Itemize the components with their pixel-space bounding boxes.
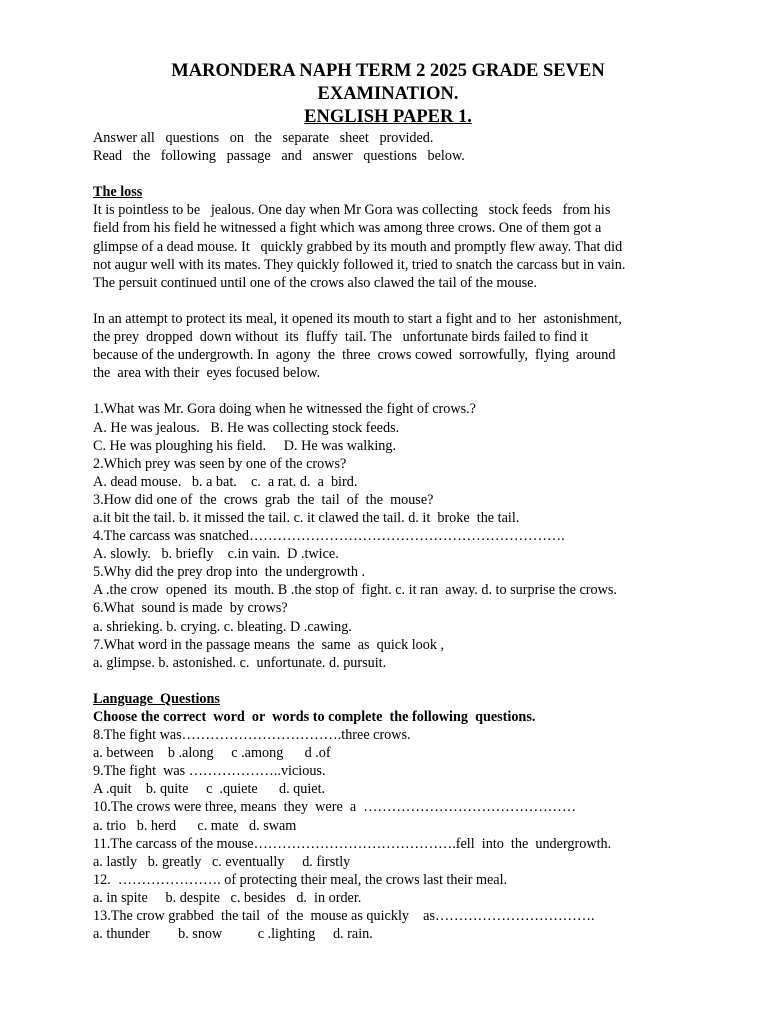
question-line: 6.What sound is made by crows?	[93, 600, 288, 617]
passage-paragraph-2	[93, 310, 683, 382]
passage-line: not augur well with its mates. They quickly followed it, tried to snatch the carcass but in vain.	[93, 256, 626, 273]
question-line: 2.Which prey was seen by one of the crows?	[93, 455, 347, 472]
question-line: 7.What word in the passage means the same as quick look ,	[93, 636, 445, 653]
comprehension-questions	[93, 400, 683, 671]
question-line: 1.What was Mr. Gora doing when he witnessed the fight of crows.?	[93, 401, 476, 418]
question-line: 11.The carcass of the mouse…………………………………….fell into the undergrowth.	[93, 835, 612, 852]
question-line: a. lastly b. greatly c. eventually d. firstly	[93, 853, 351, 870]
question-line: a. between b .along c .among d .of	[93, 745, 331, 762]
language-questions	[93, 726, 683, 943]
instruction-line: Answer all questions on the separate sheet provided.	[93, 130, 434, 146]
passage-line: because of the undergrowth. In agony the three crows cowed sorrowfully, flying around	[93, 347, 616, 364]
question-line: 12. …………………. of protecting their meal, the crows last their meal.	[93, 871, 508, 888]
question-line: 10.The crows were three, means they were a ………………………………………	[93, 799, 577, 816]
question-line: a. in spite b. despite c. besides d. in order.	[93, 889, 362, 906]
question-line: a.it bit the tail. b. it missed the tail. c. it clawed the tail. d. it broke the tail.	[93, 509, 520, 526]
question-line: 3.How did one of the crows grab the tail of the mouse?	[93, 491, 434, 508]
language-heading: Language Questions	[93, 690, 220, 707]
question-line: A .the crow opened its mouth. B .the stop of fight. c. it ran away. d. to surprise the crows.	[93, 582, 617, 599]
passage-title: The loss	[93, 184, 143, 201]
question-line: a. shrieking. b. crying. c. bleating. D .cawing.	[93, 618, 352, 635]
passage-line: the area with their eyes focused below.	[93, 365, 321, 382]
question-line: A. slowly. b. briefly c.in vain. D .twice.	[93, 546, 339, 563]
exam-title-line2: EXAMINATION.	[317, 84, 459, 104]
question-line: 13.The crow grabbed the tail of the mouse as quickly as…………………………….	[93, 908, 595, 925]
question-line: a. thunder b. snow c .lighting d. rain.	[93, 926, 373, 943]
question-line: 4.The carcass was snatched………………………………………………………….	[93, 528, 565, 545]
question-line: a. trio b. herd c. mate d. swam	[93, 817, 297, 834]
passage-line: glimpse of a dead mouse. It quickly grabbed by its mouth and promptly flew away. That did	[93, 238, 623, 255]
paper-title: ENGLISH PAPER 1.	[304, 107, 472, 127]
exam-page	[93, 60, 683, 943]
question-line: A. dead mouse. b. a bat. c. a rat. d. a bird.	[93, 473, 358, 490]
question-line: 9.The fight was ………………..vicious.	[93, 763, 326, 780]
question-line: 5.Why did the prey drop into the undergrowth .	[93, 564, 366, 581]
passage-line: the prey dropped down without its fluffy tail. The unfortunate birds failed to find it	[93, 329, 589, 346]
passage-line: It is pointless to be jealous. One day when Mr Gora was collecting stock feeds from his	[93, 202, 611, 219]
question-line: a. glimpse. b. astonished. c. unfortunate. d. pursuit.	[93, 654, 387, 671]
passage-line: In an attempt to protect its meal, it opened its mouth to start a fight and to her astonishment,	[93, 310, 622, 327]
passage-paragraph-1	[93, 201, 683, 291]
question-line: A. He was jealous. B. He was collecting stock feeds.	[93, 419, 400, 436]
exam-title-line1: MARONDERA NAPH TERM 2 2025 GRADE SEVEN	[171, 61, 605, 81]
question-line: A .quit b. quite c .quiete d. quiet.	[93, 781, 326, 798]
passage-line: The persuit continued until one of the crows also clawed the tail of the mouse.	[93, 274, 538, 291]
passage-line: field from his field he witnessed a fight which was among three crows. One of them got a	[93, 220, 602, 237]
language-instruction: Choose the correct word or words to complete the following questions.	[93, 709, 536, 725]
question-line: C. He was ploughing his field. D. He was walking.	[93, 437, 397, 454]
question-line: 8.The fight was…………………………….three crows.	[93, 727, 411, 744]
instruction-line: Read the following passage and answer questions below.	[93, 148, 465, 165]
